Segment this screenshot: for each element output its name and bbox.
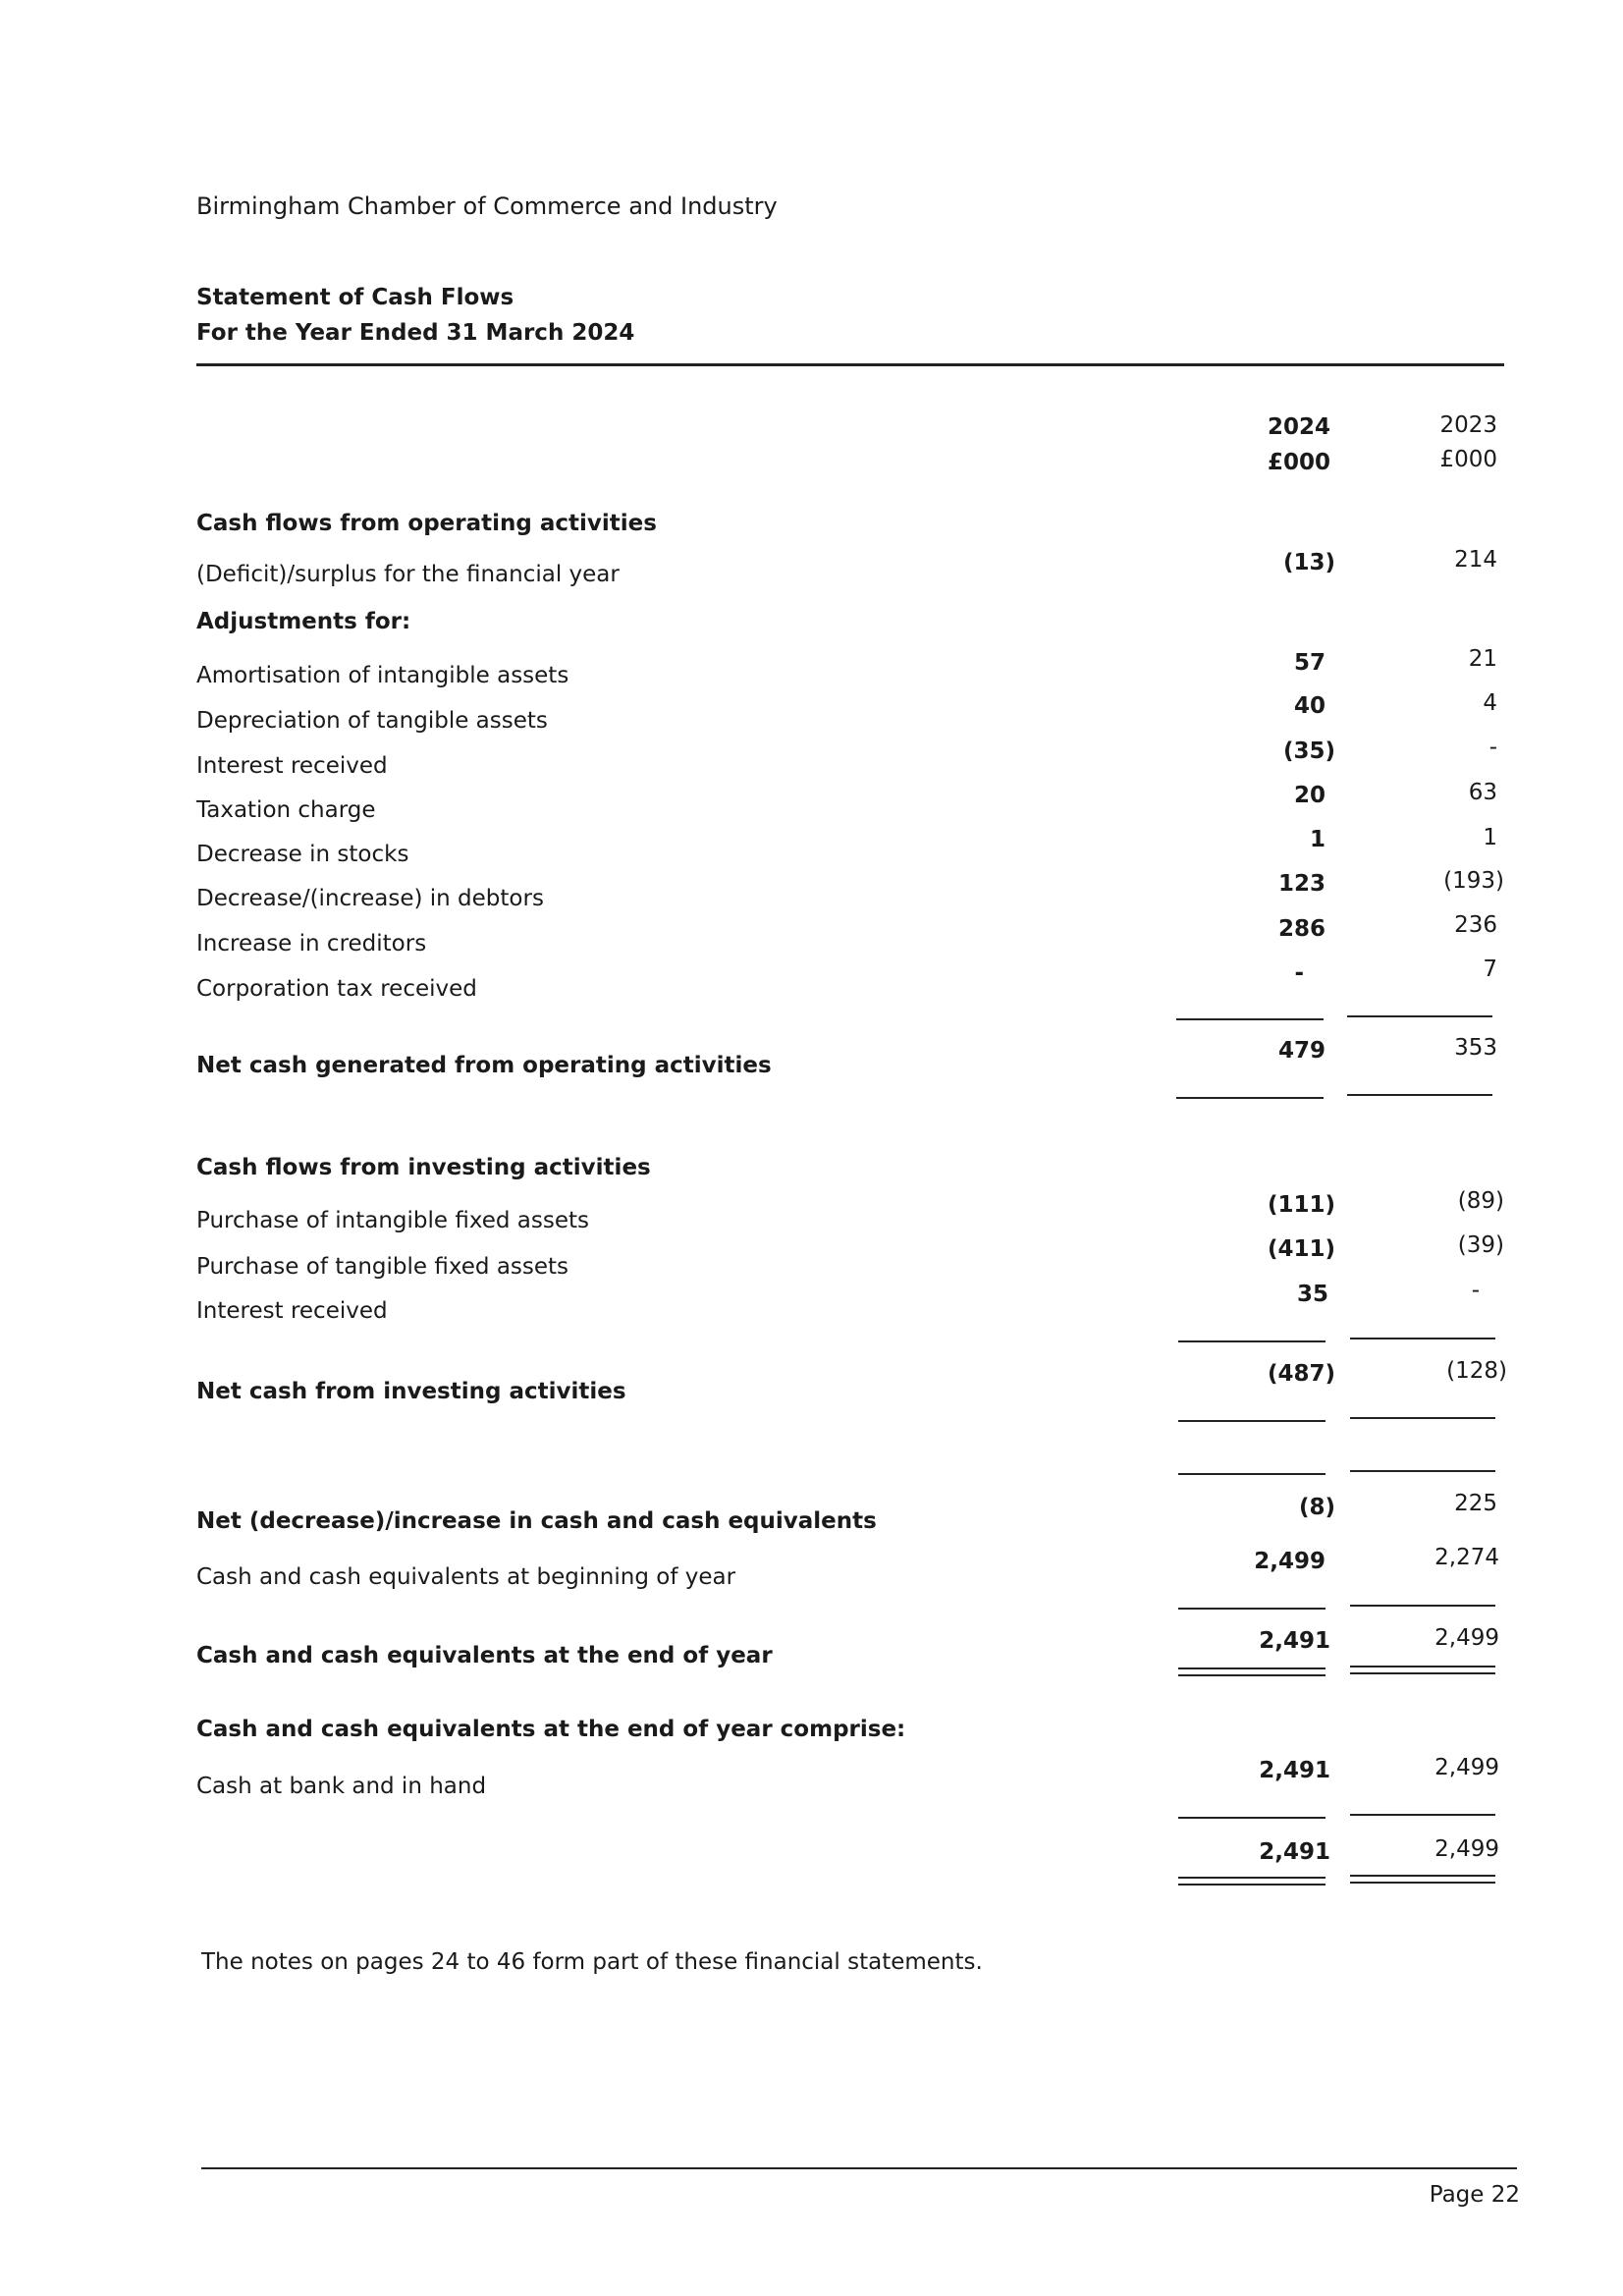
adj-2023: -: [1488, 735, 1497, 760]
double-rule: [1178, 1667, 1325, 1676]
operating-total-2023: 353: [1454, 1035, 1497, 1061]
subtotal-rule: [1347, 1015, 1492, 1017]
adj-2023: 7: [1483, 957, 1497, 982]
adj-2024: 123: [1277, 871, 1325, 897]
adj-2024: -: [1294, 960, 1304, 986]
total-rule: [1350, 1417, 1495, 1419]
investing-total-2024: (487): [1267, 1361, 1335, 1387]
closing-label: Cash and cash equivalents at the end of year: [196, 1643, 773, 1668]
adj-2023: 4: [1483, 690, 1497, 716]
adj-label: Depreciation of tangible assets: [196, 708, 548, 734]
page-number: Page 22: [1429, 2182, 1520, 2208]
adj-label: Taxation charge: [196, 797, 376, 823]
organisation-name: Birmingham Chamber of Commerce and Industry: [196, 192, 778, 220]
inv-2023: -: [1471, 1278, 1480, 1303]
comprise-total-2023: 2,499: [1434, 1836, 1499, 1862]
closing-2023: 2,499: [1434, 1625, 1499, 1651]
inv-label: Purchase of tangible fixed assets: [196, 1254, 569, 1280]
total-rule: [1176, 1097, 1324, 1099]
adj-label: Corporation tax received: [196, 976, 477, 1002]
adj-label: Amortisation of intangible assets: [196, 663, 569, 688]
adj-label: Interest received: [196, 753, 388, 779]
surplus-label: (Deficit)/surplus for the financial year: [196, 562, 620, 587]
opening-2024: 2,499: [1254, 1549, 1325, 1574]
inv-2023: (89): [1457, 1188, 1504, 1214]
total-rule: [1347, 1094, 1492, 1096]
subtotal-rule: [1178, 1608, 1325, 1610]
adj-2024: 286: [1277, 916, 1325, 942]
header-rule: [196, 363, 1504, 366]
comprise-heading: Cash and cash equivalents at the end of year comprise:: [196, 1717, 906, 1742]
adj-2023: 236: [1454, 912, 1497, 938]
adj-label: Decrease/(increase) in debtors: [196, 886, 544, 911]
adj-2024: 57: [1293, 650, 1325, 676]
double-rule: [1178, 1877, 1325, 1886]
notes-reference: The notes on pages 24 to 46 form part of these financial statements.: [201, 1949, 983, 1975]
double-rule: [1350, 1875, 1495, 1884]
inv-2024: (411): [1267, 1236, 1335, 1262]
surplus-2023: 214: [1454, 547, 1497, 573]
adj-2024: 20: [1293, 783, 1325, 808]
closing-2024: 2,491: [1259, 1628, 1330, 1654]
net-change-2024: (8): [1298, 1495, 1335, 1520]
subtotal-rule: [1178, 1340, 1325, 1342]
adj-2023: (193): [1443, 868, 1504, 894]
col-current-year: 2024: [1267, 414, 1330, 440]
inv-2024: 35: [1296, 1282, 1328, 1307]
net-change-2023: 225: [1454, 1491, 1497, 1516]
inv-2024: (111): [1267, 1192, 1335, 1218]
double-rule: [1350, 1666, 1495, 1674]
total-rule: [1178, 1420, 1325, 1422]
adj-2023: 21: [1468, 646, 1497, 672]
comprise-total-2024: 2,491: [1259, 1839, 1330, 1865]
subtotal-rule: [1350, 1338, 1495, 1339]
adj-label: Increase in creditors: [196, 931, 427, 957]
subtotal-rule: [1350, 1814, 1495, 1816]
investing-heading: Cash flows from investing activities: [196, 1155, 651, 1180]
operating-total-2024: 479: [1277, 1038, 1325, 1064]
inv-2023: (39): [1457, 1232, 1504, 1258]
adj-2024: 40: [1293, 693, 1325, 719]
statement-period: For the Year Ended 31 March 2024: [196, 320, 635, 346]
comprise-label: Cash at bank and in hand: [196, 1774, 487, 1799]
subtotal-rule: [1350, 1470, 1495, 1472]
footer-rule: [201, 2167, 1517, 2169]
surplus-2024: (13): [1282, 550, 1335, 575]
col-current-unit: £000: [1267, 450, 1330, 475]
subtotal-rule: [1176, 1018, 1324, 1020]
opening-label: Cash and cash equivalents at beginning of year: [196, 1564, 736, 1590]
col-prior-year: 2023: [1439, 412, 1497, 438]
adj-2023: 1: [1483, 825, 1497, 850]
investing-total-2023: (128): [1446, 1358, 1507, 1384]
investing-total-label: Net cash from investing activities: [196, 1379, 626, 1404]
opening-2023: 2,274: [1434, 1545, 1499, 1570]
inv-label: Interest received: [196, 1298, 388, 1324]
col-prior-unit: £000: [1439, 447, 1497, 472]
adjustments-heading: Adjustments for:: [196, 609, 411, 634]
operating-total-label: Net cash generated from operating activities: [196, 1053, 772, 1078]
subtotal-rule: [1350, 1605, 1495, 1607]
net-change-label: Net (decrease)/increase in cash and cash equivalents: [196, 1508, 877, 1534]
inv-label: Purchase of intangible fixed assets: [196, 1208, 589, 1233]
adj-2024: 1: [1309, 827, 1325, 852]
operating-heading: Cash flows from operating activities: [196, 511, 657, 536]
adj-2024: (35): [1282, 738, 1335, 764]
comprise-2024: 2,491: [1259, 1758, 1330, 1783]
subtotal-rule: [1178, 1473, 1325, 1475]
statement-title: Statement of Cash Flows: [196, 285, 514, 310]
subtotal-rule: [1178, 1817, 1325, 1819]
adj-label: Decrease in stocks: [196, 842, 409, 867]
comprise-2023: 2,499: [1434, 1755, 1499, 1780]
adj-2023: 63: [1468, 780, 1497, 805]
